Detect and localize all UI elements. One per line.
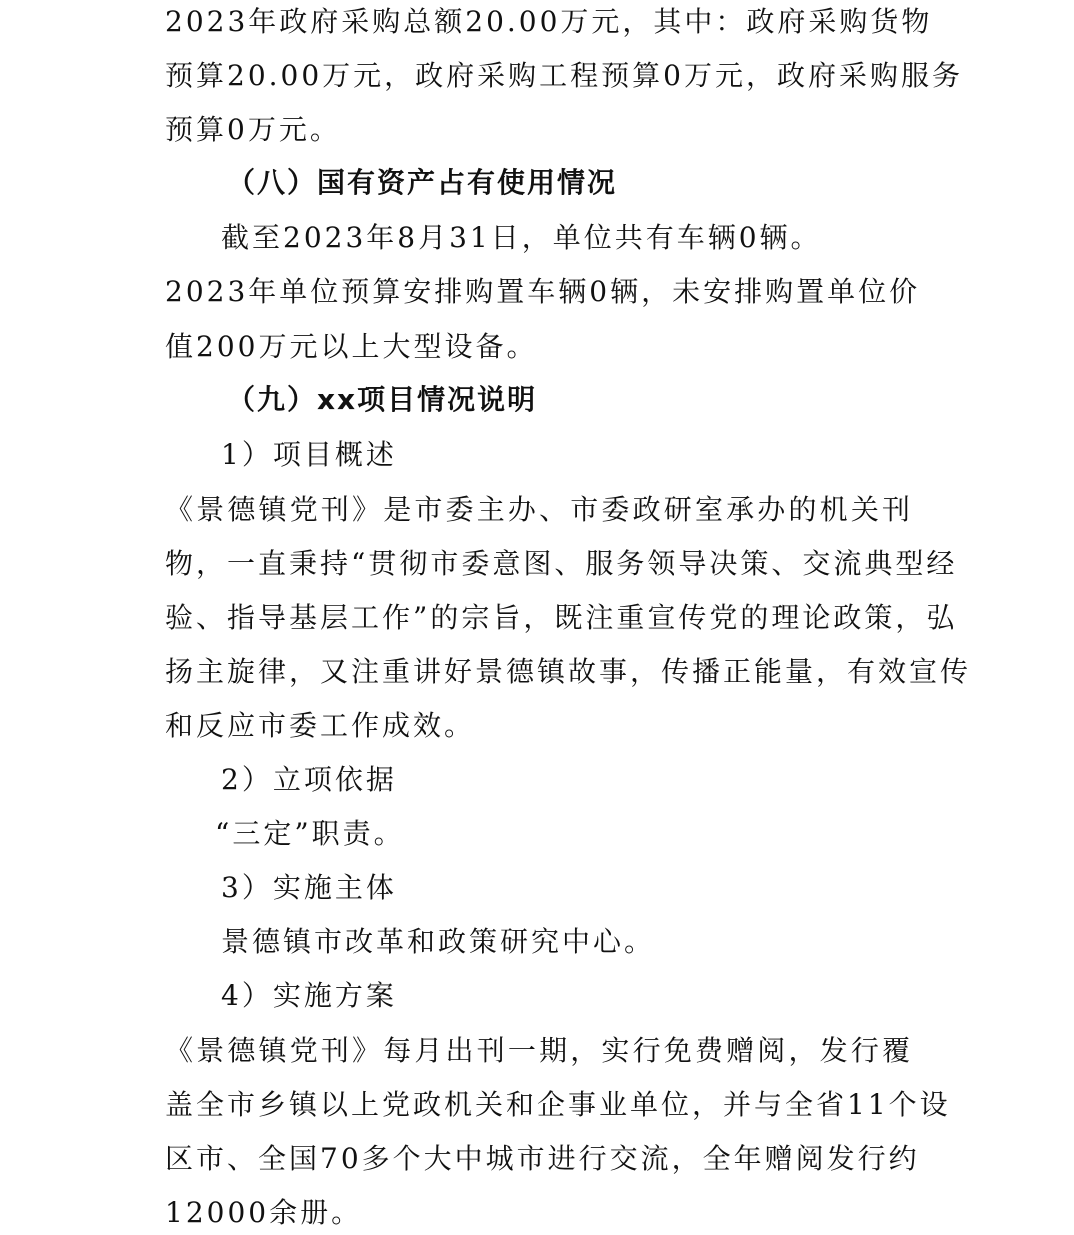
overview-paragraph-line-4: 扬主旋律，又注重讲好景德镇故事，传播正能量，有效宣传	[165, 655, 972, 688]
entity-paragraph: 景德镇市改革和政策研究中心。	[221, 925, 656, 958]
plan-paragraph-line-3: 区市、全国70多个大中城市进行交流，全年赠阅发行约	[165, 1142, 920, 1175]
overview-paragraph-line-5: 和反应市委工作成效。	[165, 709, 476, 742]
assets-section-heading: （八）国有资产占有使用情况	[227, 166, 618, 199]
procurement-paragraph-line-2: 预算20.00万元，政府采购工程预算0万元，政府采购服务	[165, 59, 963, 92]
basis-paragraph: “三定”职责。	[215, 817, 405, 850]
budget-vehicles-paragraph-line-1: 2023年单位预算安排购置车辆0辆，未安排购置单位价	[165, 275, 921, 308]
plan-paragraph-line-4: 12000余册。	[165, 1196, 363, 1229]
overview-subheading: 1）项目概述	[221, 438, 397, 471]
basis-subheading: 2）立项依据	[221, 763, 397, 796]
procurement-paragraph-line-3: 预算0万元。	[165, 113, 341, 146]
vehicles-paragraph: 截至2023年8月31日，单位共有车辆0辆。	[221, 221, 822, 254]
procurement-paragraph-line-1: 2023年政府采购总额20.00万元，其中：政府采购货物	[165, 5, 933, 38]
plan-subheading: 4）实施方案	[221, 979, 397, 1012]
plan-paragraph-line-1: 《景德镇党刊》每月出刊一期，实行免费赠阅，发行覆	[165, 1034, 913, 1067]
overview-paragraph-line-2: 物，一直秉持“贯彻市委意图、服务领导决策、交流典型经	[165, 547, 958, 580]
plan-paragraph-line-2: 盖全市乡镇以上党政机关和企事业单位，并与全省11个设	[165, 1088, 951, 1121]
overview-paragraph-line-1: 《景德镇党刊》是市委主办、市委政研室承办的机关刊	[165, 493, 913, 526]
project-section-heading: （九）xx项目情况说明	[227, 383, 538, 416]
overview-paragraph-line-3: 验、指导基层工作”的宗旨，既注重宣传党的理论政策，弘	[165, 601, 958, 634]
budget-vehicles-paragraph-line-2: 值200万元以上大型设备。	[165, 330, 538, 363]
entity-subheading: 3）实施主体	[221, 871, 397, 904]
